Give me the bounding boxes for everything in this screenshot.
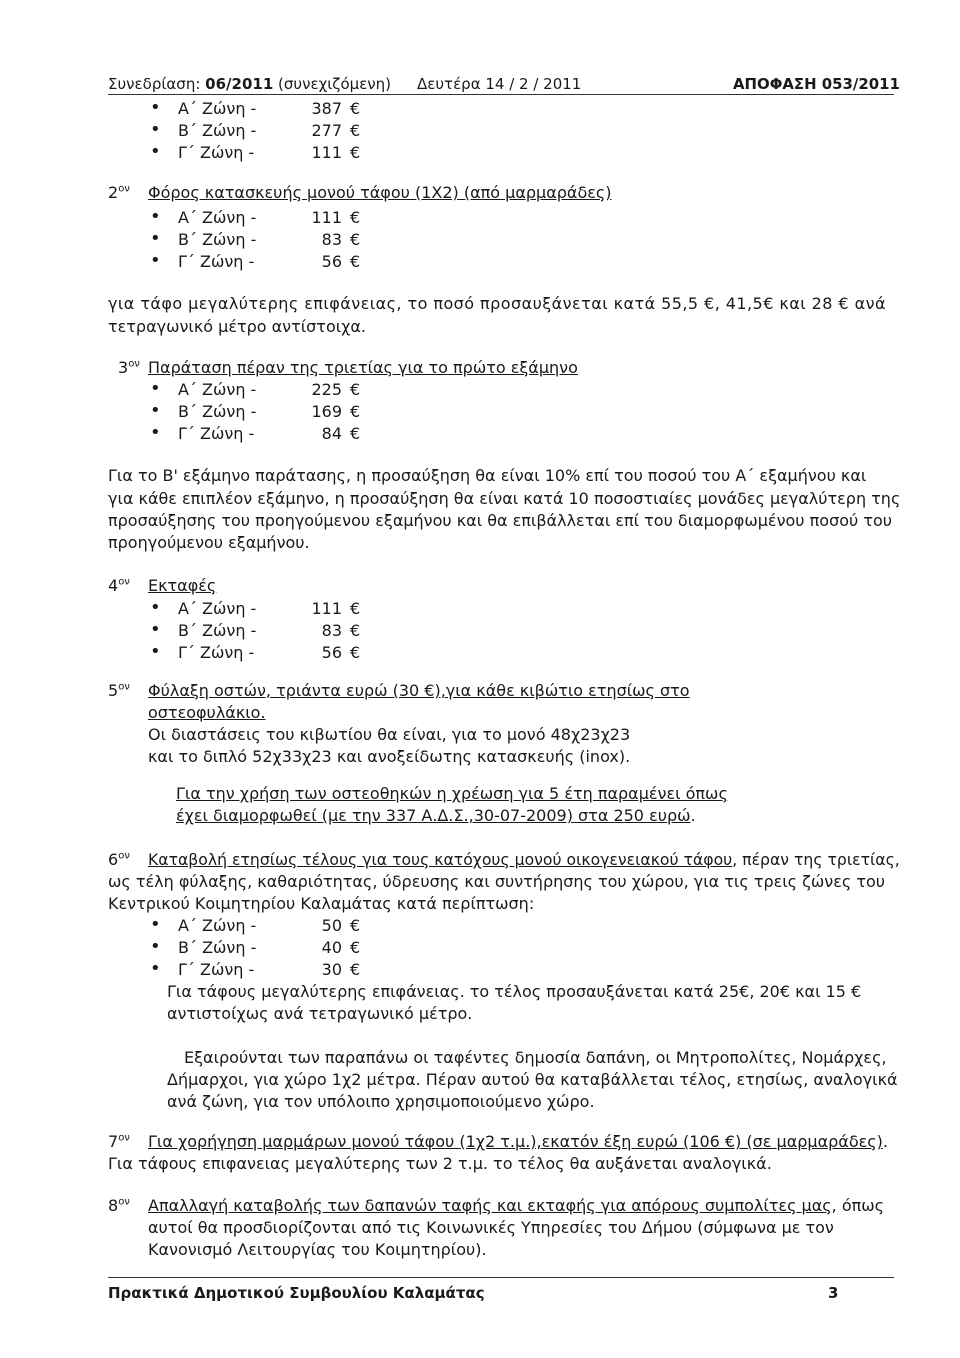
item-5-title-line-2: οστεοφυλάκιο.	[148, 703, 266, 722]
document-page: Συνεδρίαση: 06/2011 (συνεχιζόμενη) Δευτέρα 14 / 2 / 2011 ΑΠΟΦΑΣΗ 053/2011 • Α΄ Ζώνη - 387 € • Β΄ Ζώνη - 277 € • Γ΄ Ζώνη - 111 € $2^{o\nu}$ Φόρος κατασκευής μονού τάφου (1Χ2) (από μαρμαράδες) • Α΄ Ζώνη - 111 € • Β΄ Ζώνη - 83 € • Γ΄ Ζώνη - 56 € για τάφο μεγαλύτερης επιφάνειας, το ποσό προσαυξάνεται κατά 55,5 €, 41,5€ και 28 € ανά τετραγωνικό μέτρο αντίστοιχα. $3^{o\nu}$ Παράταση πέραν της τριετίας για το πρώτο εξάμηνο • Α΄ Ζώνη - 225 € • Β΄ Ζώνη - 169 € • Γ΄ Ζώνη - 84 € Για το Β' εξάμηνο παράτασης, η προσαύξηση θα είναι 10% επί του ποσού του Α΄ εξαμήνου και για κάθε επιπλέον εξάμηνο, η προσαύξηση θα είναι κατά 10 ποσοστιαίες μονάδες μεγαλύτερη της προσαύξησης του προηγούμενου εξαμήνου και θα επιβάλλεται επί του διαμορφωμένου ποσού του προηγούμενου εξαμήνου. $4^{o\nu}$ Εκταφές • Α΄ Ζώνη - 111 € • Β΄ Ζώνη - 83 € • Γ΄ Ζώνη - 56 € $5^{o\nu}$ Φύλαξη οστών, τριάντα ευρώ (30 €),για κάθε κιβώτιο ετησίως στο οστεοφυλάκιο. Οι διαστάσεις του κιβωτίου θα είναι, για το μονό 48χ23χ23 και το διπλό 52χ33χ23 και ανοξείδωτης κατασκευής (inox). Για την χρήση των οστεοθηκών η χρέωση για 5 έτη παραμένει όπως έχει διαμορφωθεί (με την 337 Α.Δ.Σ.,30-07-2009) στα 250 ευρώ. $6^{o\nu}$ Καταβολή ετησίως τέλους για τους κατόχους μονού οικογενειακού τάφου, πέραν της τριετίας, ως τέλη φύλαξης, καθαριότητας, ύδρευσης και συντήρησης του χώρου, για τις τρεις ζώνες του Κεντρικού Κοιμητηρίου Καλαμάτας κατά περίπτωση: • Α΄ Ζώνη - 50 € • Β΄ Ζώνη - 40 € • Γ΄ Ζώνη - 30 € Για τάφους μεγαλύτερης επιφάνειας. το τέλος προσαυξάνεται κατά 25€, 20€ και 15 € αντιστοίχως ανά τετραγωνικό μέτρο. Εξαιρούνται των παραπάνω οι ταφέντες δημοσία δαπάνη, οι Μητροπολίτες, Νομάρχες, Δήμαρχοι, για χώρο 1χ2 μέτρα. Πέραν αυτού θα καταβάλλεται τέλος, ετησίως, αναλογικά ανά ζώνη, για τον υπόλοιπο χρησιμοποιούμενο χώρο. $7^{o\nu}$ Για χορήγηση μαρμάρων μονού τάφου (1χ2 τ.μ.),εκατόν έξη ευρώ (106 €) (σε μαρμαράδες). Για τάφους επιφανειας μεγαλύτερης των 2 τ.μ. το τέλος θα αυξάνεται αναλογικά. $8^{o\nu}$ Απαλλαγή καταβολής των δαπανών ταφής και εκταφής για απόρους συμπολίτες μας, όπως αυτοί θα προσδιορίζονται από τις Κοινωνικές Υπηρεσίες του Δήμου (σύμφωνα με τον Κανονισμό Λειτουργίας του Κοιμητηρίου). Πρακτικά Δημοτικού Συμβουλίου Καλαμάτας 3	[108, 75, 901, 1302]
item-4-title: Εκταφές	[148, 576, 217, 595]
item-3-para-line-2: για κάθε επιπλέον εξάμηνο, η προσαύξηση θα είναι κατά 10 ποσοστιαίες μονάδες μεγαλύτερη της	[108, 489, 901, 508]
item-7-title-line: Για χορήγηση μαρμάρων μονού τάφου (1χ2 τ.μ.),εκατόν έξη ευρώ (106 €) (σε μαρμαράδες).	[148, 1132, 888, 1151]
item-6-big-line-2: αντιστοίχως ανά τετραγωνικό μέτρο.	[167, 1004, 473, 1023]
session-note: (συνεχιζόμενη)	[278, 75, 392, 93]
header-decision: ΑΠΟΦΑΣΗ 053/2011	[733, 75, 900, 93]
item-5-dims-line-1: Οι διαστάσεις του κιβωτίου θα είναι, για το μονό 48χ23χ23	[148, 725, 631, 744]
item-3-number: $3^{o\nu}$	[118, 358, 140, 377]
item-2-title: Φόρος κατασκευής μονού τάφου (1Χ2) (από μαρμαράδες)	[148, 183, 612, 202]
item-6-big-line-1: Για τάφους μεγαλύτερης επιφάνειας. το τέλος προσαυξάνεται κατά 25€, 20€ και 15 €	[167, 982, 862, 1001]
header-date: Δευτέρα 14 / 2 / 2011	[417, 75, 582, 93]
item-6-exemption-line-3: ανά ζώνη, για τον υπόλοιπο χρησιμοποιούμενο χώρο.	[167, 1092, 595, 1111]
item-5-title-line-1: Φύλαξη οστών, τριάντα ευρώ (30 €),για κάθε κιβώτιο ετησίως στο	[148, 681, 690, 700]
item-8-title-line: Απαλλαγή καταβολής των δαπανών ταφής και εκταφής για απόρους συμπολίτες μας, όπως	[148, 1196, 885, 1215]
item-6-exemption-line-1: Εξαιρούνται των παραπάνω οι ταφέντες δημοσία δαπάνη, οι Μητροπολίτες, Νομάρχες,	[184, 1048, 887, 1067]
item-4-number: $4^{o\nu}$	[108, 576, 130, 595]
item-5-use-line-2: έχει διαμορφωθεί (με την 337 Α.Δ.Σ.,30-07-2009) στα 250 ευρώ.	[176, 806, 696, 825]
item-5-dims-line-2: και το διπλό 52χ33χ23 και ανοξείδωτης κατασκευής (inox).	[148, 747, 631, 766]
item-6-line-2: ως τέλη φύλαξης, καθαριότητας, ύδρευσης και συντήρησης του χώρου, για τις τρεις ζώνες του	[108, 872, 885, 891]
item-2-note-line-2: τετραγωνικό μέτρο αντίστοιχα.	[108, 317, 367, 336]
item-5-use-line-1: Για την χρήση των οστεοθηκών η χρέωση για 5 έτη παραμένει όπως	[176, 784, 728, 803]
item-8-number: $8^{o\nu}$	[108, 1196, 130, 1215]
footer-rule	[108, 1277, 894, 1278]
item-5-number: $5^{o\nu}$	[108, 681, 130, 700]
header-rule	[108, 94, 894, 95]
page-number: 3	[828, 1284, 839, 1302]
item-3-para-line-3: προσαύξησης του προηγούμενου εξαμήνου και θα επιβάλλεται επί του διαμορφωμένου ποσού του	[108, 511, 893, 530]
item-2-number: $2^{o\nu}$	[108, 183, 130, 202]
header-session	[108, 75, 391, 94]
item-2-note-line-1: για τάφο μεγαλύτερης επιφάνειας, το ποσό προσαυξάνεται κατά 55,5 €, 41,5€ και 28 € ανά	[108, 294, 886, 313]
item-6-title-line: Καταβολή ετησίως τέλους για τους κατόχους μονού οικογενειακού τάφου, πέραν της τριετίας,	[148, 850, 900, 869]
item-6-line-3: Κεντρικού Κοιμητηρίου Καλαμάτας κατά περίπτωση:	[108, 894, 535, 913]
item-7-line-2: Για τάφους επιφανειας μεγαλύτερης των 2 τ.μ. το τέλος θα αυξάνεται αναλογικά.	[108, 1154, 772, 1173]
item-8-line-2: αυτοί θα προσδιορίζονται από τις Κοινωνικές Υπηρεσίες του Δήμου (σύμφωνα με τον	[148, 1218, 834, 1237]
item-6-number: $6^{o\nu}$	[108, 850, 130, 869]
session-number: 06/2011	[205, 75, 274, 93]
item-8-line-3: Κανονισμό Λειτουργίας του Κοιμητηρίου).	[148, 1240, 487, 1259]
item-3-para-line-4: προηγούμενου εξαμήνου.	[108, 533, 310, 552]
item-3-para-line-1: Για το Β' εξάμηνο παράτασης, η προσαύξηση θα είναι 10% επί του ποσού του Α΄ εξαμήνου και	[108, 466, 867, 485]
item-3-title: Παράταση πέραν της τριετίας για το πρώτο εξάμηνο	[148, 358, 578, 377]
item-7-number: $7^{o\nu}$	[108, 1132, 130, 1151]
session-label: Συνεδρίαση:	[108, 75, 201, 93]
item-6-exemption-line-2: Δήμαρχοι, για χώρο 1χ2 μέτρα. Πέραν αυτού θα καταβάλλεται τέλος, ετησίως, αναλογικά	[167, 1070, 898, 1089]
footer-title: Πρακτικά Δημοτικού Συμβουλίου Καλαμάτας	[108, 1284, 485, 1302]
